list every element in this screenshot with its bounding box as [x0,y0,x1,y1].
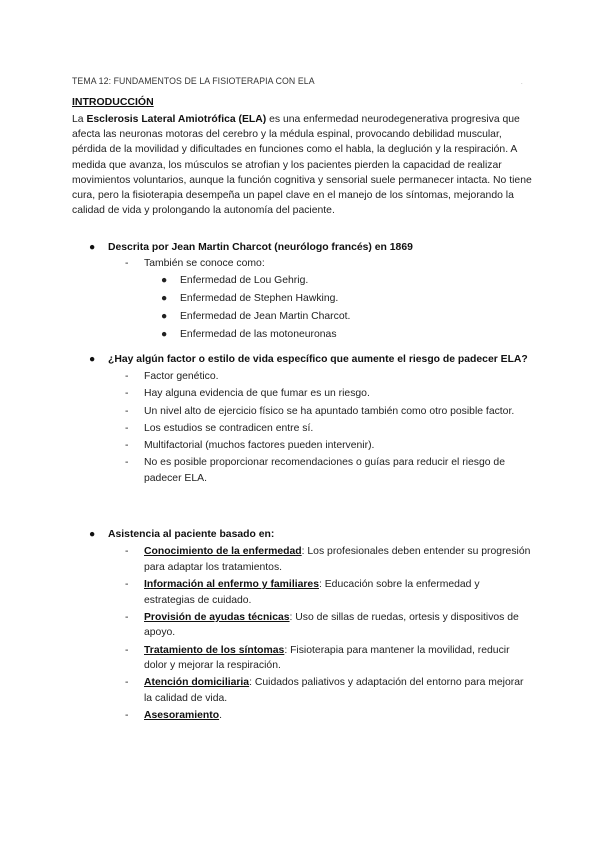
list-item: ● Enfermedad de las motoneuronas [161,329,337,341]
section-title: ● Asistencia al paciente basado en: [89,529,275,540]
section-charcot [72,240,532,345]
corner-mark: . [521,80,523,86]
list-item: - Tratamiento de los síntomas: Fisioterapia para mantener la movilidad, reducir dolor y mejorar la respiración. [125,644,510,672]
list-item: - Multifactorial (muchos factores pueden intervenir). [125,439,375,451]
list-item: - Asesoramiento. [125,710,222,722]
list-item: - No es posible proporcionar recomendaciones o guías para reducir el riesgo de padecer ELA. [125,457,505,484]
section-patient-care [72,527,532,725]
list-item: ● Enfermedad de Stephen Hawking. [161,293,339,305]
intro-heading: INTRODUCCIÓN [72,96,154,108]
intro-bold-term: Esclerosis Lateral Amiotrófica (ELA) [86,114,267,125]
document-title: TEMA 12: FUNDAMENTOS DE LA FISIOTERAPIA CON ELA [72,76,315,87]
list-item: - Los estudios se contradicen entre sí. [125,422,314,434]
list-item: - Hay alguna evidencia de que fumar es un riesgo. [125,388,370,400]
list-item: - También se conoce como: [125,258,265,270]
section-title: ● ¿Hay algún factor o estilo de vida específico que aumente el riesgo de padecer ELA? [89,354,528,365]
list-item: ● Enfermedad de Jean Martin Charcot. [161,311,351,323]
list-item: - Conocimiento de la enfermedad: Los profesionales deben entender su progresión para adaptar los tratamientos. [125,546,531,573]
list-item: - Provisión de ayudas técnicas: Uso de sillas de ruedas, ortesis y dispositivos de apoyo. [125,611,519,639]
list-item: - Información al enfermo y familiares: Educación sobre la enfermedad y estrategias de cuidado. [125,578,480,606]
list-item: - Un nivel alto de ejercicio físico se ha apuntado también como otro posible factor. [125,405,515,417]
list-item: ● Enfermedad de Lou Gehrig. [161,275,309,287]
list-item: - Factor genético. [125,371,219,383]
section-title: ● Descrita por Jean Martin Charcot (neurólogo francés) en 1869 [89,242,413,253]
intro-paragraph: La Esclerosis Lateral Amiotrófica (ELA) es una enfermedad neurodegenerativa progresiva que afecta las neuronas motoras del cerebro y la médula espinal, provocando debilidad muscular, pérdida de la movilidad y dificultades en funciones como el habla, la deglución y la respiración. A medida que avanza, los músculos se atrofian y los pacientes pierden la capacidad de realizar movimientos voluntarios, aunque la función cognitiva y sensorial suele permanecer intacta. No tiene cura, pero la fisioterapia desempeña un papel clave en el manejo de los síntomas, mejorando la calidad de vida y prolongando la autonomía del paciente. [72,114,532,217]
list-item: - Atención domiciliaria: Cuidados paliativos y adaptación del entorno para mejorar la calidad de vida. [125,677,524,704]
section-risk-factors [72,352,532,488]
